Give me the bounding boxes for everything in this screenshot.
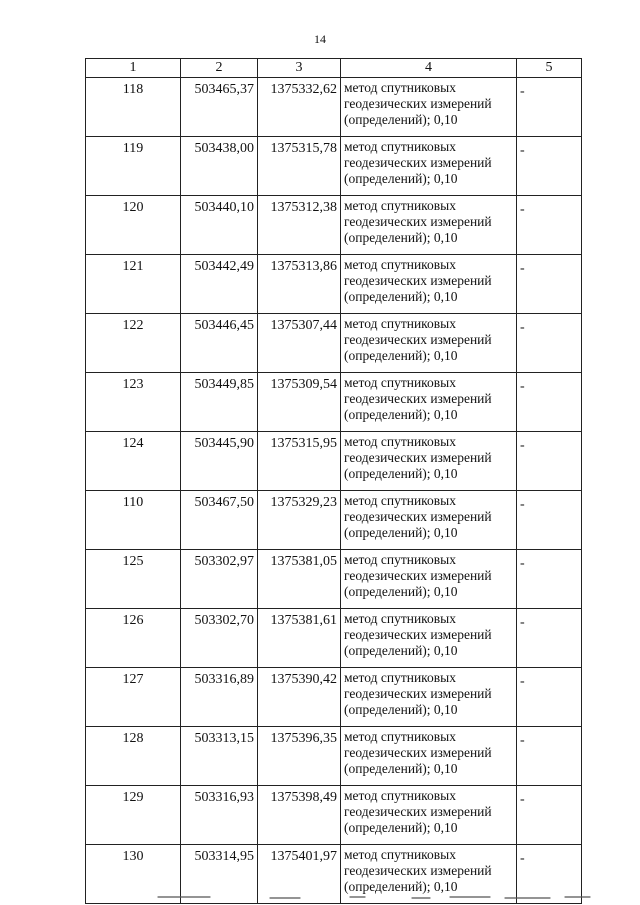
method-cell: метод спутниковых геодезических измерений (определений); 0,10 [341, 432, 517, 491]
table-row [86, 727, 582, 786]
y-coordinate-cell: 1375309,54 [258, 373, 341, 432]
method-cell: метод спутниковых геодезических измерений (определений); 0,10 [341, 137, 517, 196]
method-cell: метод спутниковых геодезических измерений (определений); 0,10 [341, 78, 517, 137]
note-cell: - [517, 609, 582, 668]
x-coordinate-cell: 503314,95 [181, 845, 258, 904]
note-cell: - [517, 373, 582, 432]
y-coordinate-cell: 1375381,05 [258, 550, 341, 609]
page-number: 14 [314, 32, 326, 46]
x-coordinate-cell: 503302,70 [181, 609, 258, 668]
y-coordinate-cell: 1375398,49 [258, 786, 341, 845]
table-row [86, 609, 582, 668]
method-cell: метод спутниковых геодезических измерений (определений); 0,10 [341, 609, 517, 668]
note-cell: - [517, 550, 582, 609]
x-coordinate-cell: 503442,49 [181, 255, 258, 314]
note-cell: - [517, 432, 582, 491]
x-coordinate-cell: 503302,97 [181, 550, 258, 609]
x-coordinate-cell: 503445,90 [181, 432, 258, 491]
point-number-cell: 110 [86, 491, 181, 550]
table-row [86, 786, 582, 845]
table-row [86, 373, 582, 432]
y-coordinate-cell: 1375381,61 [258, 609, 341, 668]
table-header-row [86, 59, 582, 78]
method-cell: метод спутниковых геодезических измерений (определений); 0,10 [341, 373, 517, 432]
table-row [86, 314, 582, 373]
point-number-cell: 128 [86, 727, 181, 786]
table-row [86, 432, 582, 491]
column-header-2: 2 [181, 59, 258, 78]
point-number-cell: 129 [86, 786, 181, 845]
x-coordinate-cell: 503446,45 [181, 314, 258, 373]
note-cell: - [517, 727, 582, 786]
point-number-cell: 123 [86, 373, 181, 432]
point-number-cell: 121 [86, 255, 181, 314]
table-row [86, 668, 582, 727]
y-coordinate-cell: 1375307,44 [258, 314, 341, 373]
point-number-cell: 125 [86, 550, 181, 609]
note-cell: - [517, 668, 582, 727]
y-coordinate-cell: 1375329,23 [258, 491, 341, 550]
method-cell: метод спутниковых геодезических измерений (определений); 0,10 [341, 727, 517, 786]
y-coordinate-cell: 1375312,38 [258, 196, 341, 255]
y-coordinate-cell: 1375313,86 [258, 255, 341, 314]
note-cell: - [517, 786, 582, 845]
x-coordinate-cell: 503313,15 [181, 727, 258, 786]
x-coordinate-cell: 503449,85 [181, 373, 258, 432]
point-number-cell: 118 [86, 78, 181, 137]
x-coordinate-cell: 503316,89 [181, 668, 258, 727]
x-coordinate-cell: 503467,50 [181, 491, 258, 550]
table-row [86, 196, 582, 255]
note-cell: - [517, 314, 582, 373]
note-cell: - [517, 255, 582, 314]
y-coordinate-cell: 1375315,95 [258, 432, 341, 491]
point-number-cell: 119 [86, 137, 181, 196]
coordinates-table [85, 58, 582, 904]
method-cell: метод спутниковых геодезических измерений (определений); 0,10 [341, 668, 517, 727]
table-row [86, 255, 582, 314]
x-coordinate-cell: 503438,00 [181, 137, 258, 196]
method-cell: метод спутниковых геодезических измерений (определений); 0,10 [341, 786, 517, 845]
point-number-cell: 124 [86, 432, 181, 491]
method-cell: метод спутниковых геодезических измерений (определений); 0,10 [341, 845, 517, 904]
table-row [86, 78, 582, 137]
point-number-cell: 120 [86, 196, 181, 255]
x-coordinate-cell: 503465,37 [181, 78, 258, 137]
column-header-5: 5 [517, 59, 582, 78]
y-coordinate-cell: 1375390,42 [258, 668, 341, 727]
scan-artifact-line [150, 893, 600, 901]
column-header-4: 4 [341, 59, 517, 78]
method-cell: метод спутниковых геодезических измерений (определений); 0,10 [341, 196, 517, 255]
x-coordinate-cell: 503316,93 [181, 786, 258, 845]
note-cell: - [517, 196, 582, 255]
y-coordinate-cell: 1375332,62 [258, 78, 341, 137]
note-cell: - [517, 137, 582, 196]
y-coordinate-cell: 1375315,78 [258, 137, 341, 196]
point-number-cell: 130 [86, 845, 181, 904]
column-header-1: 1 [86, 59, 181, 78]
point-number-cell: 122 [86, 314, 181, 373]
method-cell: метод спутниковых геодезических измерений (определений); 0,10 [341, 550, 517, 609]
note-cell: - [517, 78, 582, 137]
y-coordinate-cell: 1375396,35 [258, 727, 341, 786]
table-row [86, 550, 582, 609]
column-header-3: 3 [258, 59, 341, 78]
point-number-cell: 127 [86, 668, 181, 727]
note-cell: - [517, 845, 582, 904]
method-cell: метод спутниковых геодезических измерений (определений); 0,10 [341, 314, 517, 373]
method-cell: метод спутниковых геодезических измерений (определений); 0,10 [341, 491, 517, 550]
table-row [86, 491, 582, 550]
x-coordinate-cell: 503440,10 [181, 196, 258, 255]
method-cell: метод спутниковых геодезических измерений (определений); 0,10 [341, 255, 517, 314]
table-row [86, 137, 582, 196]
note-cell: - [517, 491, 582, 550]
y-coordinate-cell: 1375401,97 [258, 845, 341, 904]
point-number-cell: 126 [86, 609, 181, 668]
